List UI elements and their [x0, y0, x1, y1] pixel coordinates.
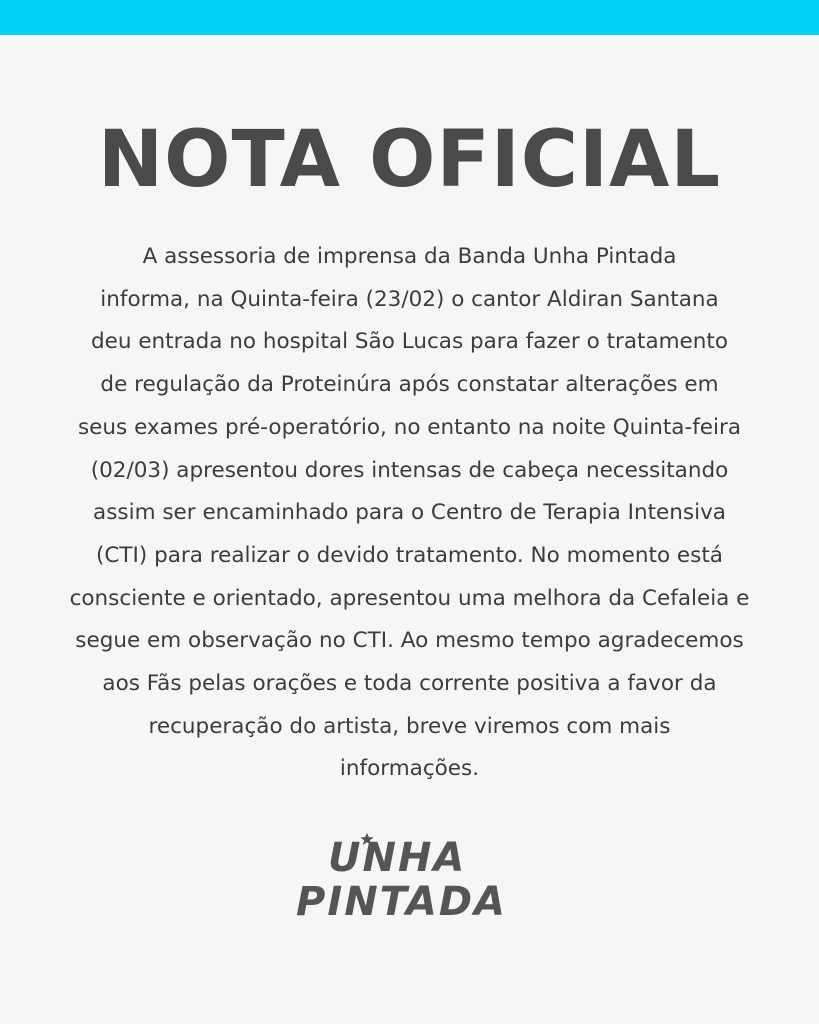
notice-line: de regulação da Proteinúra após constatar alterações em [100, 372, 719, 398]
notice-line: seus exames pré-operatório, no entanto na noite Quinta-feira [77, 414, 741, 440]
top-accent-bar [0, 0, 819, 35]
notice-line: aos Fãs pelas orações e toda corrente positiva a favor da [102, 671, 717, 697]
notice-body [40, 236, 779, 791]
notice-line: informa, na Quinta-feira (23/02) o cantor Aldiran Santana [100, 286, 719, 312]
notice-line: recuperação do artista, breve viremos com mais [148, 713, 671, 739]
notice-line: (CTI) para realizar o devido tratamento. No momento está [96, 542, 723, 568]
page-title: NOTA OFICIAL [97, 115, 722, 205]
notice-line: A assessoria de imprensa da Banda Unha Pintada [142, 244, 677, 269]
notice-line: (02/03) apresentou dores intensas de cabeça necessitando [90, 457, 729, 483]
band-logo [296, 836, 526, 926]
notice-line: segue em observação no CTI. Ao mesmo tempo agradecemos [75, 628, 744, 654]
notice-line: consciente e orientado, apresentou uma melhora da Cefaleia e [69, 585, 750, 611]
notice-line: assim ser encaminhado para o Centro de Terapia Intensiva [93, 500, 726, 526]
notice-line: deu entrada no hospital São Lucas para fazer o tratamento [90, 329, 728, 355]
logo-word-pintada: PINTADA [296, 879, 507, 925]
notice-line: informações. [339, 756, 480, 782]
logo-word-unha: UNHA [328, 835, 467, 881]
